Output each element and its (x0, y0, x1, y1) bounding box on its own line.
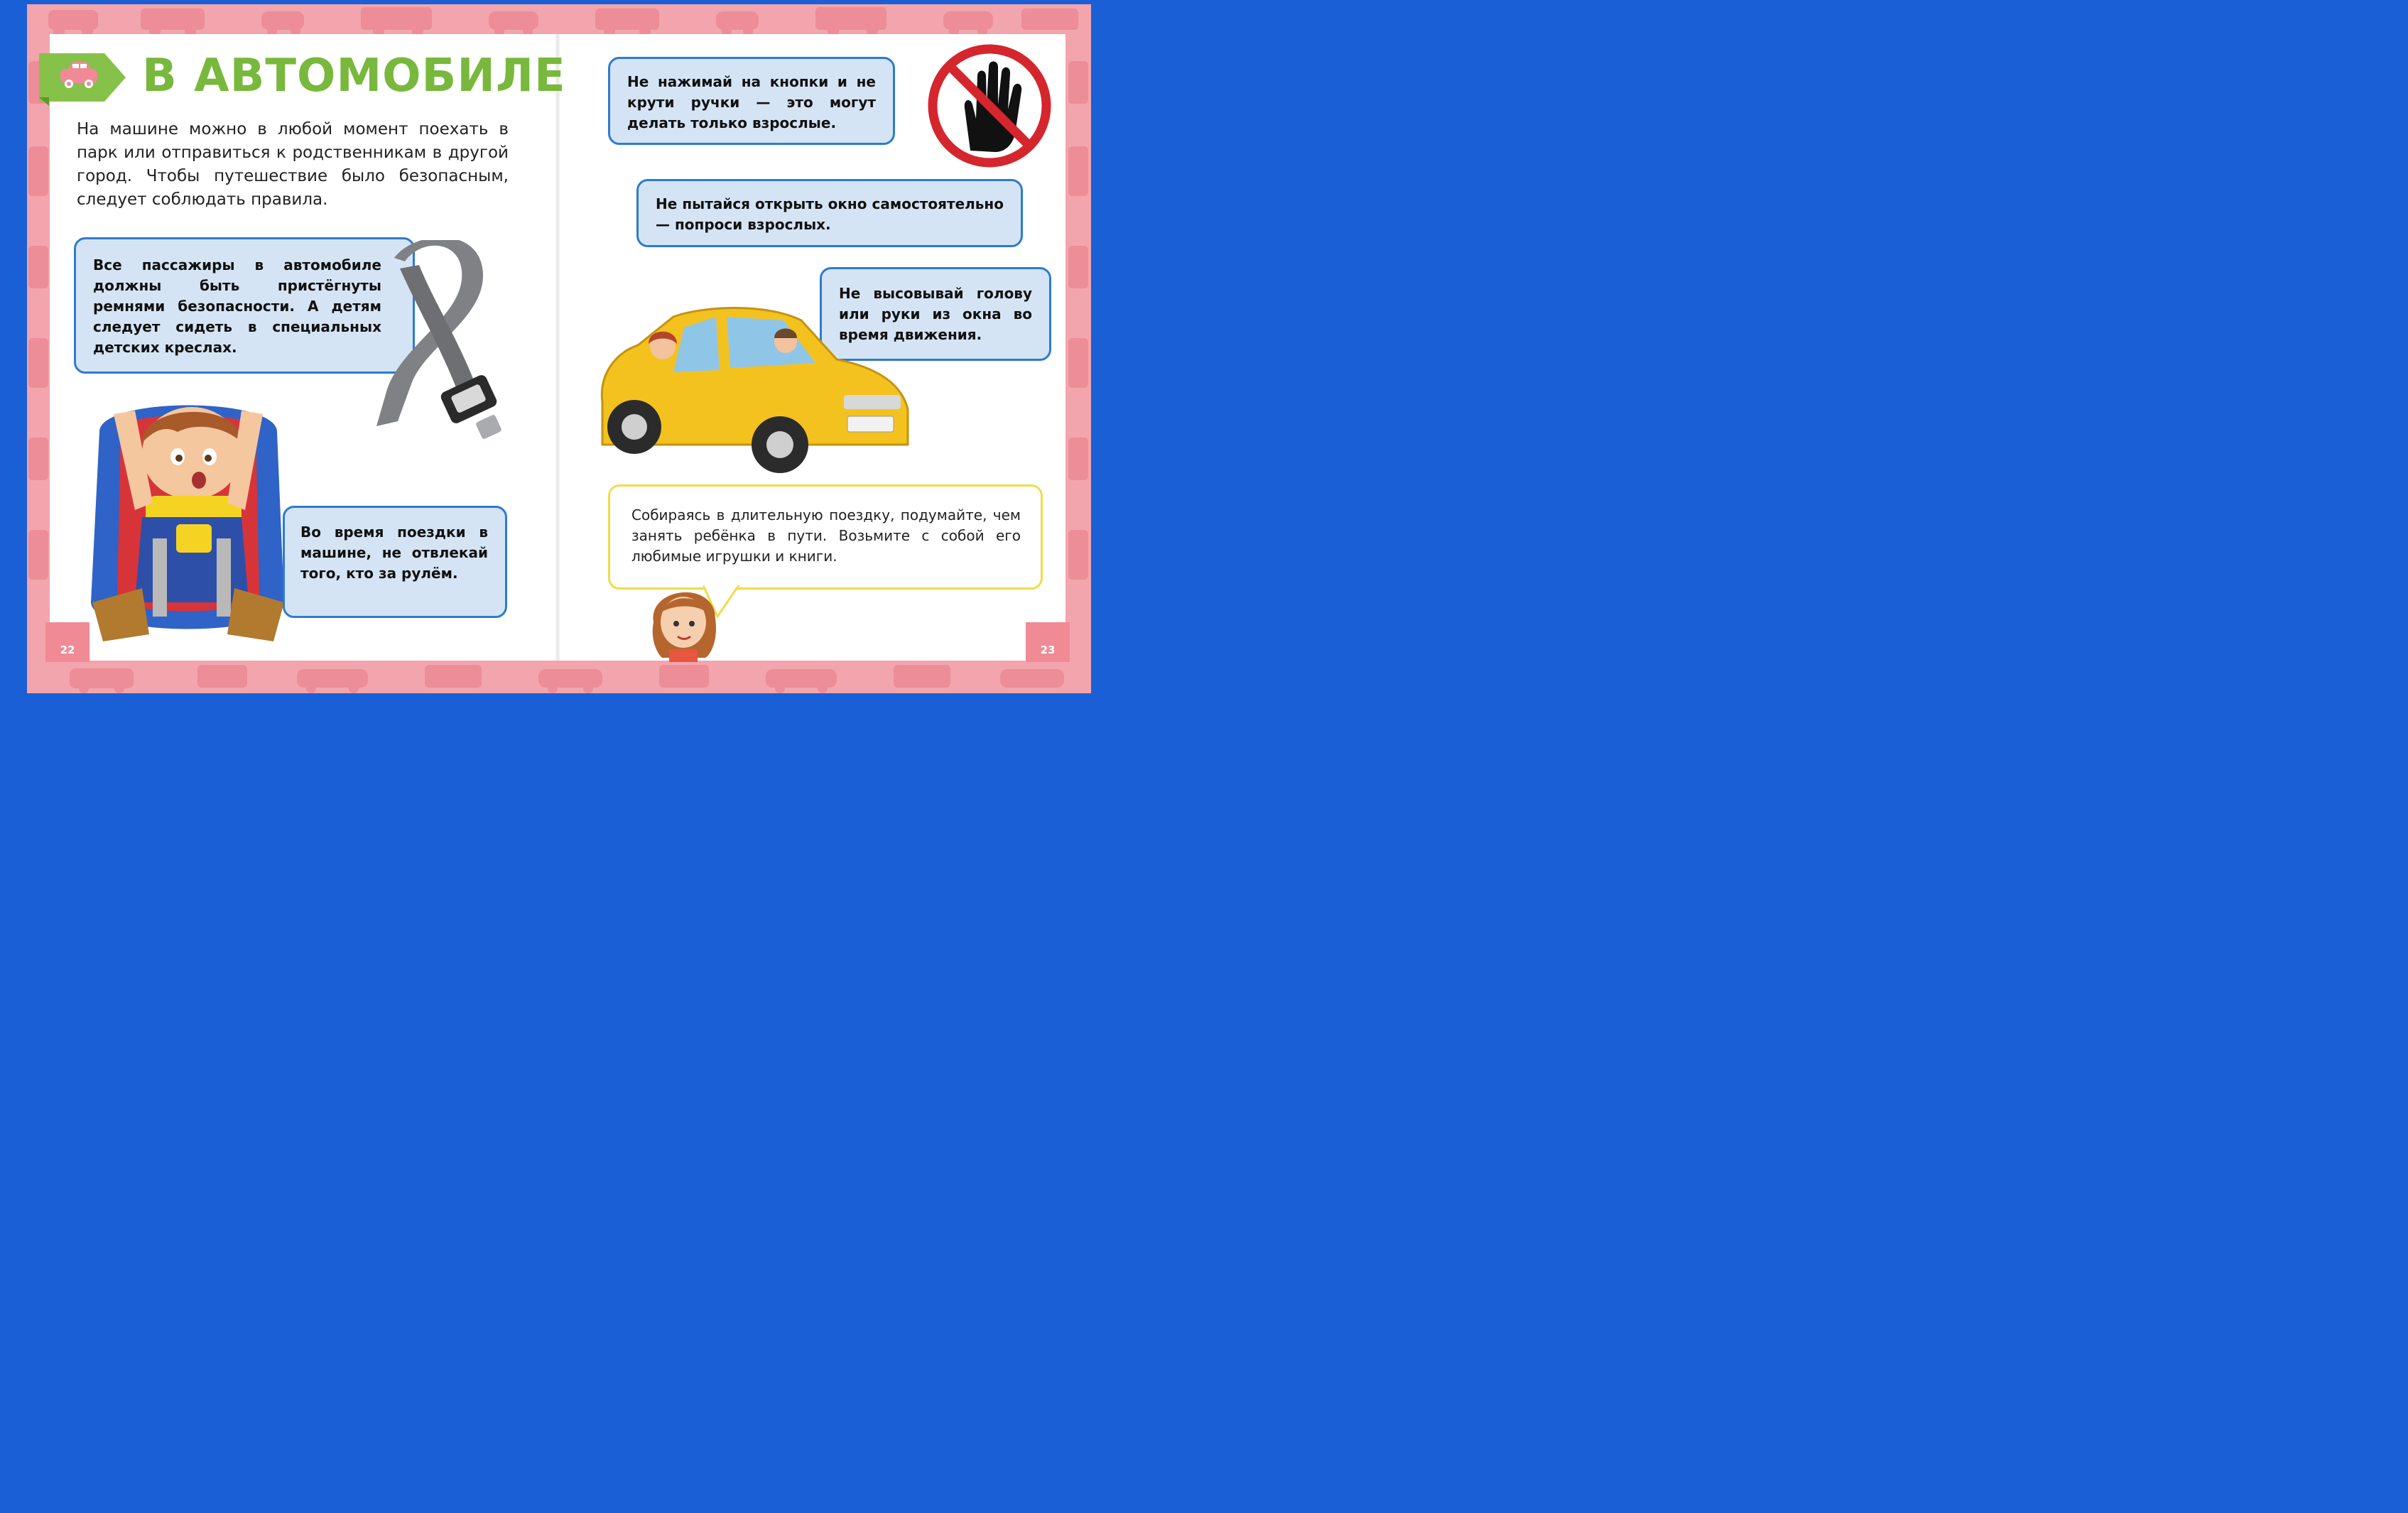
title-tag (39, 48, 128, 106)
buttons-rule-text: Не нажимай на кнопки и не крути ручки — это могут делать только взрослые. (627, 73, 876, 131)
buttons-rule-box (608, 57, 895, 145)
driver-rule-text: Во время поездки в машине, не отвлекай того, кто за рулём. (300, 524, 488, 582)
page-number-right: 23 (1026, 622, 1070, 662)
car-seat-child-illustration (85, 389, 291, 652)
page-number-left: 22 (45, 622, 90, 662)
window-rule-text: Не пытайся открыть окно самостоятельно — попроси взрослых. (656, 195, 1004, 233)
head-rule-text: Не высовывай голову или руки из окна во время движения. (839, 285, 1032, 343)
window-rule-box (636, 179, 1023, 247)
yellow-car-illustration (595, 303, 915, 480)
parent-tip-text: Собираясь в длительную поездку, подумайте, чем занять ребёнка в пути. Возьмите с собой его любимые игрушки и книги. (631, 506, 1021, 565)
page-spine (555, 34, 560, 661)
parent-tip-box (608, 484, 1043, 590)
stop-hand-icon (928, 44, 1051, 168)
intro-paragraph: На машине можно в любой момент поехать в парк или отправиться к родственникам в другой город. Чтобы путешествие было безопасным, следует соблюдать правила. (77, 120, 509, 209)
seatbelt-icon (359, 240, 511, 446)
page-title: В АВТОМОБИЛЕ (142, 50, 566, 102)
girl-illustration (648, 580, 719, 662)
seatbelt-rule-text: Все пассажиры в автомобиле должны быть пристёгнуты ремнями безопасности. А детям следует сидеть в специальных детских креслах. (93, 256, 381, 356)
driver-rule-box (283, 506, 507, 618)
